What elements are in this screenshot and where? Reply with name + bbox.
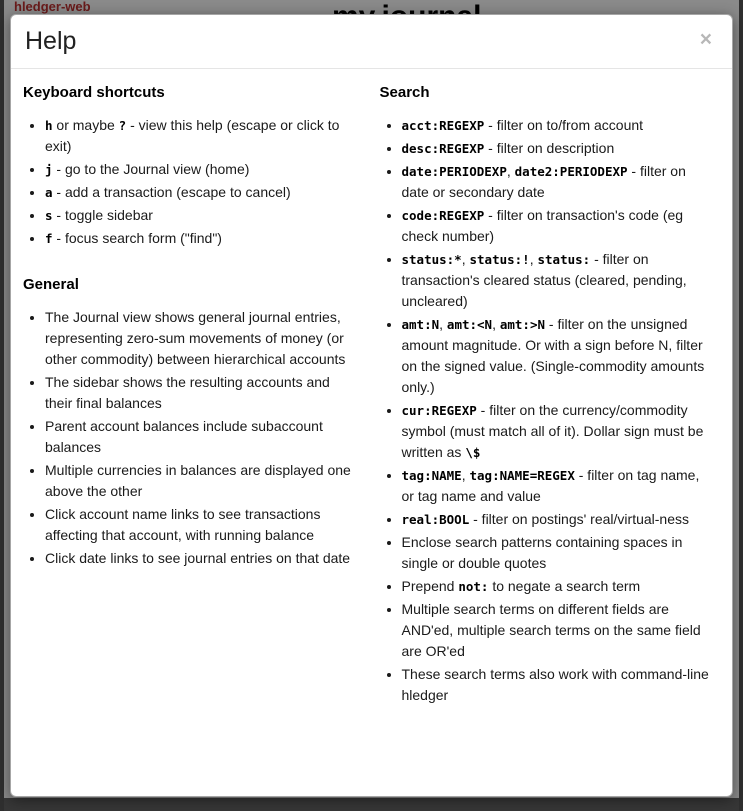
list-item (45, 372, 354, 414)
text-segment: Multiple currencies in balances are displayed one above the other (45, 461, 351, 499)
code-term: amt:<N (446, 316, 493, 332)
text-segment: , (506, 162, 515, 179)
section-heading-keyboard-shortcuts: Keyboard shortcuts (23, 83, 165, 101)
text-segment: to negate a search term (488, 577, 641, 594)
code-term: j (45, 161, 53, 177)
text-segment: , (461, 250, 470, 267)
code-term: amt:>N (499, 316, 546, 332)
text-segment: - view this help (escape or click to exit) (45, 116, 340, 154)
code-term: date2:PERIODEXP (514, 163, 628, 179)
list-item (402, 532, 711, 574)
list-item (402, 314, 711, 398)
code-term: s (45, 207, 53, 223)
list-item (402, 509, 711, 530)
list-item (402, 465, 711, 507)
list-item (402, 249, 711, 312)
search-list (380, 115, 711, 706)
code-term: desc:REGEXP (401, 140, 485, 156)
text-segment: - filter on date or secondary date (401, 162, 686, 200)
section-heading-search: Search (379, 83, 430, 101)
code-term: code:REGEXP (401, 207, 485, 223)
list-item (45, 182, 354, 203)
text-segment: , (529, 250, 538, 267)
list-item (402, 161, 711, 203)
section-heading-general: General (23, 275, 79, 293)
text-segment: Click date links to see journal entries on that date (45, 549, 351, 566)
text-segment: Prepend (401, 577, 459, 594)
code-term: amt:N (401, 316, 440, 332)
code-term: status:* (401, 251, 462, 267)
list-item (402, 115, 711, 136)
text-segment: - filter on transaction's cleared status (cleared, pending, uncleared) (401, 250, 687, 309)
general-list (23, 307, 354, 569)
modal-title: Help (25, 27, 77, 55)
keyboard-shortcuts-list (23, 115, 354, 249)
list-item (45, 205, 354, 226)
code-term: f (45, 230, 53, 246)
text-segment: Multiple search terms on different fields are AND'ed, multiple search terms on the same field are OR'ed (401, 600, 701, 659)
right-column (380, 71, 711, 708)
list-item (45, 460, 354, 502)
text-segment: - filter on description (484, 139, 615, 156)
code-term: tag:NAME=REGEX (469, 467, 575, 483)
code-term: date:PERIODEXP (401, 163, 507, 179)
modal-body (11, 69, 732, 724)
list-item (45, 416, 354, 458)
code-term: not: (458, 578, 489, 594)
text-segment: - add a transaction (escape to cancel) (52, 183, 291, 200)
text-segment: , (439, 315, 447, 332)
text-segment: - filter on the currency/commodity symbol (must match all of it). Dollar sign must be written as (401, 401, 704, 460)
text-segment: - go to the Journal view (home) (52, 160, 250, 177)
code-term: status: (537, 251, 591, 267)
text-segment: , (461, 466, 470, 483)
code-term: ? (118, 117, 127, 133)
code-term: acct:REGEXP (401, 117, 485, 133)
text-segment: - filter on tag name, or tag name and value (401, 466, 700, 504)
list-item (45, 228, 354, 249)
code-term: h (45, 117, 53, 133)
list-item (402, 664, 711, 706)
close-button[interactable]: × (694, 27, 718, 52)
text-segment: - filter on postings' real/virtual-ness (469, 510, 689, 527)
text-segment: - focus search form ("find") (52, 229, 222, 246)
text-segment: - filter on transaction's code (eg check number) (401, 206, 684, 244)
brand-link[interactable]: hledger-web (14, 0, 91, 14)
help-modal (10, 14, 733, 797)
list-item (402, 576, 711, 597)
code-term: tag:NAME (401, 467, 462, 483)
code-term: real:BOOL (401, 511, 470, 527)
list-item (45, 159, 354, 180)
list-item (45, 307, 354, 370)
code-term: cur:REGEXP (401, 402, 477, 418)
code-term: a (45, 184, 53, 200)
list-item (45, 115, 354, 157)
list-item (402, 599, 711, 662)
list-item (45, 548, 354, 569)
left-column (23, 71, 354, 708)
text-segment: Click account name links to see transactions affecting that account, with running balance (45, 505, 321, 543)
code-term: status:! (469, 251, 530, 267)
list-item (402, 205, 711, 247)
list-item (402, 138, 711, 159)
text-segment: The Journal view shows general journal entries, representing zero-sum movements of money (or other commodity) between hierarchical accounts (45, 308, 346, 367)
text-segment: Enclose search patterns containing spaces in single or double quotes (401, 533, 683, 571)
modal-header (11, 15, 732, 69)
text-segment: - filter on to/from account (484, 116, 644, 133)
text-segment: These search terms also work with command-line hledger (401, 665, 709, 703)
text-segment: or maybe (52, 116, 119, 133)
code-term: \$ (465, 444, 481, 460)
text-segment: - filter on the unsigned amount magnitude. Or with a sign before N, filter on the signed value. (Single-commodity amounts only.) (401, 315, 705, 395)
text-segment: , (492, 315, 500, 332)
list-item (402, 400, 711, 463)
text-segment: Parent account balances include subaccount balances (45, 417, 323, 455)
list-item (45, 504, 354, 546)
text-segment: - toggle sidebar (52, 206, 153, 223)
text-segment: The sidebar shows the resulting accounts and their final balances (45, 373, 330, 411)
